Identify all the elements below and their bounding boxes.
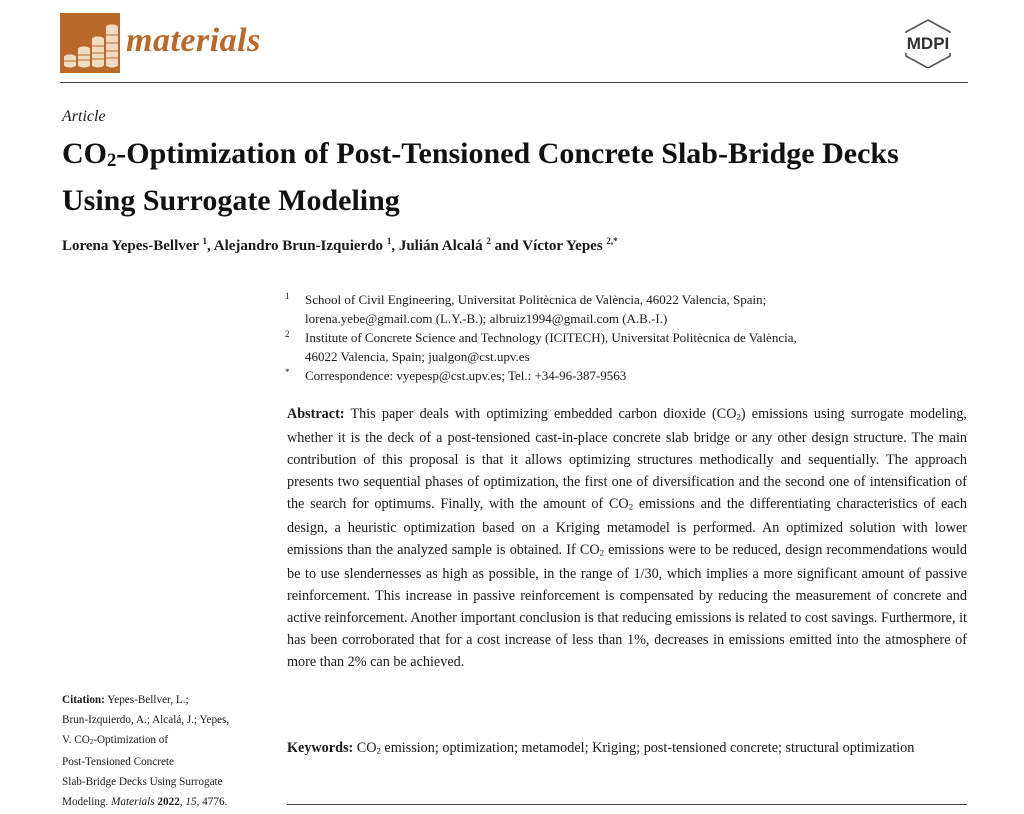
author-name: Lorena Yepes-Bellver [62, 238, 199, 254]
article-type: Article [62, 108, 106, 125]
abstract: Abstract: This paper deals with optimizing embedded carbon dioxide (CO2) emissions using surrogate modeling, whether it is the deck of a post-tensioned cast-in-place concrete slab bridge or any other design structure. The main contribution of this proposal is that it allows optimizing structures methodically and sequentially. The approach presents two sequential phases of optimization, the first one of diversification and the second one of intensification of the search for optimums. Finally, with the amount of CO2 emissions and the differentiating characteristics of each design, a heuristic optimization based on a Kriging metamodel is performed. An optimized solution with lower emissions than the analyzed sample is obtained. If CO2 emissions were to be reduced, design recommendations would be to use slendernesses as high as possible, in the range of 1/30, which implies a more significant amount of passive reinforcement. This increase in passive reinforcement is compensated by reducing the measurement of concrete and active reinforcement. Another important conclusion is that reducing emissions is related to cost savings. Furthermore, it has been corroborated that for a cost increase of less than 1%, decreases in emissions emitted into the atmosphere of more than 2% can be achieved. [287, 406, 967, 670]
citation-box: Citation: Yepes-Bellver, L.; Brun-Izquierdo, A.; Alcalá, J.; Yepes, V. CO2-Optimization of Post-Tensioned Concrete Slab-Bridge Decks Using Surrogate Modeling. Materials 2022, 15, 4776. [62, 694, 230, 809]
correspondence: * Correspondence: vyepesp@cst.upv.es; Tel.: +34-96-387-9563 [285, 367, 627, 383]
affiliations [285, 290, 975, 385]
header-rule [60, 82, 968, 83]
affiliation-item: 2 Institute of Concrete Science and Technology (ICITECH), Universitat Politècnica de València, 46022 Valencia, Spain; jualgon@cst.upv.es [285, 329, 797, 364]
keywords: Keywords: CO2 emission; optimization; metamodel; Kriging; post-tensioned concrete; structural optimization [287, 740, 915, 756]
author-name: Víctor Yepes [522, 238, 603, 254]
author-name: Julián Alcalá [398, 238, 483, 254]
author-name: Alejandro Brun-Izquierdo [213, 238, 384, 254]
journal-name: materials [126, 22, 261, 59]
affiliation-item: 1 School of Civil Engineering, Universitat Politècnica de València, 46022 Valencia, Spain; lorena.yebe@gmail.com (L.Y.-B.); albruiz1994@gmail.com (A.B.-I.) [285, 291, 767, 326]
publisher-logo-icon [888, 18, 968, 68]
publisher-name: MDPI [906, 34, 950, 53]
article-title: CO2-Optimization of Post-Tensioned Concrete Slab-Bridge Decks Using Surrogate Modeling [62, 137, 899, 217]
footer-rule [287, 804, 967, 805]
author-list: Lorena Yepes-Bellver $^1$, Alejandro Brun-Izquierdo $^1$, Julián Alcalá $^2$ and Víctor Yepes $^{2,*}$ [62, 236, 618, 254]
journal-logo-icon [60, 13, 120, 73]
